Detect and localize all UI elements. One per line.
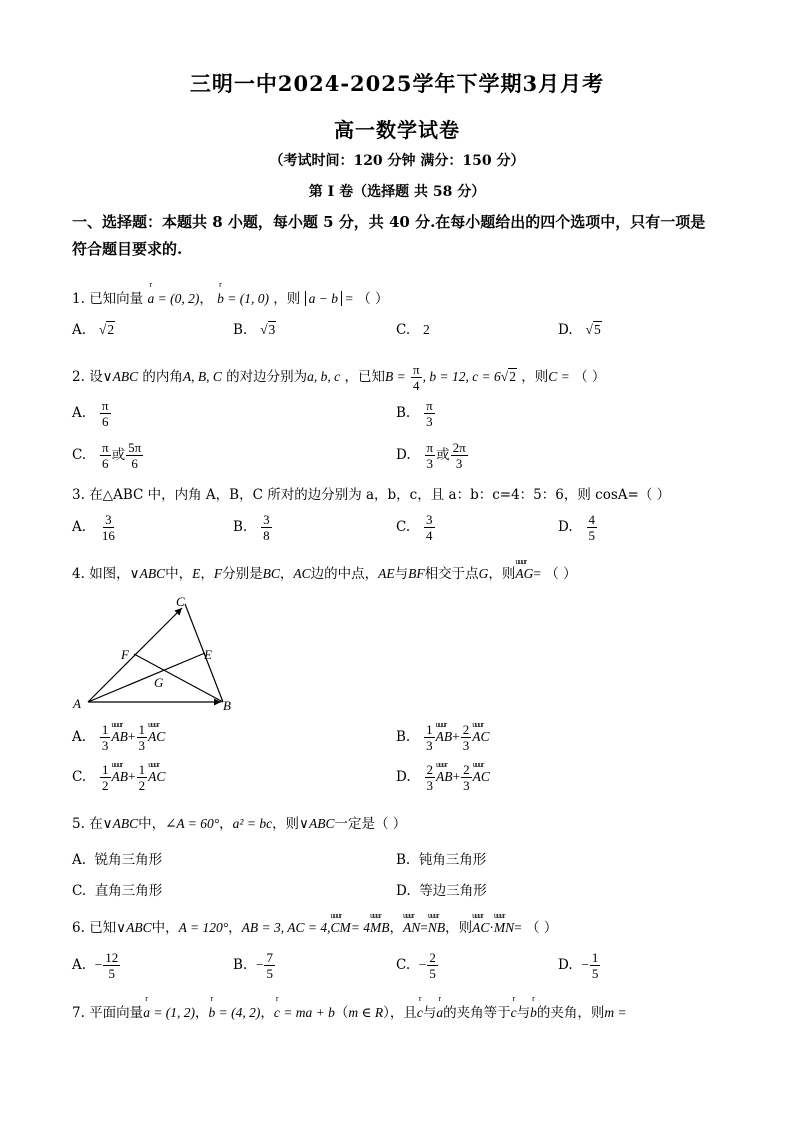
answer-blank: （ ）: [357, 291, 389, 307]
option-label: A.: [72, 405, 87, 421]
q6-option-b: [233, 950, 276, 981]
stem-text: 一定是（ ）: [334, 816, 407, 832]
answer-blank: （ ）: [526, 920, 558, 936]
fraction-denominator: 3: [426, 414, 433, 429]
label-g: G: [154, 675, 164, 690]
fraction-numerator: 2: [426, 762, 434, 777]
exam-info: （考试时间：120 分钟 满分：150 分）: [269, 153, 525, 169]
fraction-numerator: 2π: [452, 440, 466, 455]
q4-option-b: [396, 722, 489, 753]
question-1: 1. 已知向量 r a = (0, 2)， r b = (1, 0) ，则 a − b = （ ）: [72, 287, 389, 307]
question-number: 7.: [72, 1005, 85, 1021]
q4-option-a: [72, 722, 165, 753]
segment-name: BF: [408, 566, 425, 581]
m-condition: m ∈ R: [348, 1005, 384, 1020]
segment-name: AC: [293, 566, 311, 581]
fraction-denominator: 16: [101, 528, 115, 543]
stem-text: ，: [260, 1005, 274, 1021]
angle-condition: A = 120°: [178, 920, 229, 935]
q2-option-c: [72, 440, 144, 471]
sides: a, b, c: [307, 369, 341, 384]
side-values: AB = 3, AC = 4,: [241, 920, 331, 935]
stem-text: 与: [394, 566, 409, 582]
option-value: 锐角三角形: [94, 852, 163, 868]
fraction-denominator: 5: [591, 966, 599, 981]
stem-text: ，: [195, 1005, 209, 1021]
q5-option-d: [396, 879, 487, 899]
fraction-numerator: π: [426, 398, 433, 413]
stem-text: ，: [279, 566, 294, 582]
sqrt-value: 2: [509, 369, 516, 384]
fraction-numerator: 2: [462, 722, 470, 737]
option-label: C.: [72, 883, 87, 899]
vector-ab: uuur AB: [436, 729, 453, 745]
fraction-denominator: 3: [101, 738, 109, 753]
stem-text: ，则∨: [272, 816, 309, 832]
fraction-numerator: 4: [588, 512, 596, 527]
option-value: 2: [423, 322, 430, 337]
option-label: C.: [396, 322, 411, 338]
fraction-numerator: 3: [426, 512, 433, 527]
stem-text: 的对边分别为: [226, 369, 308, 385]
stem-text: 已知∨: [89, 920, 127, 936]
label-b: B: [223, 698, 231, 713]
vector-b: r b: [530, 1005, 537, 1021]
option-value: 钝角三角形: [418, 852, 487, 868]
question-5: [72, 812, 406, 832]
question-number: 1.: [72, 291, 85, 307]
question-number: 4.: [72, 566, 85, 582]
stem-text: ，则: [273, 291, 301, 307]
fraction-denominator: 2: [138, 778, 146, 793]
option-label: D.: [558, 322, 573, 338]
stem-text: 中，: [138, 816, 166, 832]
stem-text: 中，: [165, 566, 193, 582]
label-e: E: [204, 647, 212, 662]
fraction-numerator: 2: [429, 950, 436, 965]
option-label: B.: [396, 852, 411, 868]
fraction-denominator: 4: [413, 378, 420, 393]
angle-c-eq: C =: [548, 369, 570, 384]
fraction-numerator: 1: [591, 950, 599, 965]
or-text: 或: [436, 447, 450, 463]
option-label: B.: [233, 957, 248, 973]
fraction-numerator: 3: [263, 512, 270, 527]
stem-text: 在∨: [89, 816, 113, 832]
option-label: C.: [396, 519, 411, 535]
coefficient: = 4: [350, 920, 370, 935]
vector-an: uuur AN: [403, 920, 420, 936]
angle-b-eq: B =: [384, 369, 406, 384]
minus-sign: −: [94, 957, 103, 972]
stem-text: 的夹角，则: [536, 1005, 605, 1021]
vector-ac: uuur AC: [148, 769, 165, 785]
option-label: B.: [233, 519, 248, 535]
option-label: B.: [396, 729, 411, 745]
vector-b-expr: r b = (1, 0): [217, 291, 269, 307]
part-title: 第 I 卷（选择题 共 58 分）: [308, 184, 486, 200]
plus-sign: +: [128, 769, 136, 784]
q6-option-a: [72, 950, 121, 981]
question-4: [72, 562, 577, 582]
stem-text: ，则: [488, 566, 516, 582]
option-label: D.: [396, 447, 411, 463]
q2-option-d: [396, 440, 469, 471]
plus-sign: +: [452, 769, 461, 784]
option-label: B.: [396, 405, 411, 421]
fraction-numerator: 1: [138, 722, 146, 737]
vector-c: r c: [417, 1005, 423, 1021]
q3-option-b: [233, 512, 273, 543]
fraction-numerator: π: [426, 440, 434, 455]
option-label: C.: [72, 769, 87, 785]
q5-option-a: [72, 848, 162, 868]
fraction-denominator: 5: [108, 966, 116, 981]
option-label: D.: [558, 519, 573, 535]
equals-sign: =: [533, 566, 541, 581]
label-a: A: [73, 696, 81, 711]
fraction-numerator: π: [413, 362, 420, 377]
triangle-figure: [70, 592, 240, 714]
stem-text: ），且: [383, 1005, 417, 1021]
fraction-denominator: 5: [266, 966, 273, 981]
fraction-numerator: 1: [138, 762, 146, 777]
fraction-denominator: 3: [426, 778, 434, 793]
question-7: [72, 1001, 627, 1021]
fraction-denominator: 3: [455, 456, 463, 471]
stem-text: 已知向量: [89, 291, 144, 307]
q1-option-d: D. √5: [558, 322, 601, 338]
option-label: A.: [72, 322, 87, 338]
equals-sign: =: [420, 920, 428, 935]
fraction-numerator: 1: [102, 762, 109, 777]
stem-text: 相交于点: [424, 566, 479, 582]
abs-expr: a − b: [305, 291, 342, 306]
vector-ab: uuur AB: [111, 729, 128, 745]
stem-text: 平面向量: [89, 1005, 144, 1021]
q6-option-c: [396, 950, 439, 981]
q4-option-d: [396, 762, 490, 793]
vector-mn: uuur MN: [494, 920, 514, 936]
triangle-name: ABC: [112, 816, 139, 831]
stem-text: ，: [219, 816, 233, 832]
stem-text: 如图，∨: [89, 566, 140, 582]
dot-sign: ·: [489, 920, 494, 935]
question-number: 3.: [72, 487, 85, 503]
stem-text: ，: [228, 920, 242, 936]
vector-a-expr: r a = (0, 2): [147, 291, 199, 307]
stem-text: 与: [516, 1005, 531, 1021]
fraction-denominator: 6: [131, 456, 138, 471]
fraction-denominator: 8: [263, 528, 270, 543]
question-number: 6.: [72, 920, 85, 936]
fraction-denominator: 4: [426, 528, 433, 543]
option-value: 等边三角形: [419, 883, 487, 899]
stem-text: 设∨: [89, 369, 113, 385]
q1-option-c: [396, 322, 430, 338]
fraction-denominator: 3: [463, 778, 470, 793]
fraction-denominator: 6: [102, 456, 109, 471]
stem-text: ，: [200, 566, 214, 582]
question-number: 5.: [72, 816, 85, 832]
q3-option-d: [558, 512, 598, 543]
label-c: C: [176, 594, 185, 609]
vector-a-expr: r a = (1, 2): [143, 1005, 195, 1021]
stem-text: 在△ABC 中，内角 A，B，C 所对的边分别为 a，b，c，且 a：b：c=4：5：6，则 cosA=（ ）: [89, 487, 671, 503]
minus-sign: −: [418, 957, 427, 972]
option-label: A.: [72, 852, 87, 868]
stem-text: 的内角: [142, 369, 183, 385]
question-2: 2. 设∨ABC 的内角A, B, C 的对边分别为a, b, c ，已知B = $\frac{\pi}{4}$ , b = 12, c = 6√2 ，则C = （ ）: [72, 362, 606, 393]
option-label: D.: [396, 883, 411, 899]
side-condition: a² = bc: [232, 816, 273, 831]
triangle-name: ABC: [139, 566, 166, 581]
fraction-numerator: 5π: [128, 440, 142, 455]
point-name: F: [213, 566, 223, 581]
vector-b-expr: r b = (4, 2): [209, 1005, 261, 1021]
vector-mb: uuur MB: [370, 920, 390, 936]
triangle-name: ABC: [308, 816, 335, 831]
vector-c-expr: r c = ma + b: [274, 1005, 335, 1021]
q4-option-c: [72, 762, 165, 793]
fraction-denominator: 5: [429, 966, 436, 981]
exam-subtitle: 高一数学试卷: [334, 118, 460, 142]
angle-condition: ∠A = 60°: [165, 816, 220, 831]
q1-option-a: A. √2: [72, 322, 115, 338]
stem-text: 的夹角等于: [443, 1005, 511, 1021]
option-label: C.: [72, 447, 87, 463]
vector-cm: uuur CM: [330, 920, 350, 936]
option-label: A.: [72, 957, 87, 973]
option-label: D.: [396, 769, 411, 785]
stem-text: 分别是: [222, 566, 263, 582]
option-value: 3: [268, 322, 276, 337]
label-f: F: [121, 647, 129, 662]
stem-text: ，: [389, 920, 403, 936]
minus-sign: −: [581, 957, 589, 972]
q5-option-b: [396, 848, 486, 868]
fraction-denominator: 6: [101, 414, 109, 429]
exam-title: 三明一中2024-2025学年下学期3月月考: [189, 71, 605, 96]
q5-option-c: [72, 879, 162, 899]
stem-text: ，则: [445, 920, 473, 936]
q2-option-a: [72, 398, 112, 429]
minus-sign: −: [255, 957, 264, 972]
vector-ag: uuur AG: [515, 566, 533, 582]
segment-name: AE: [378, 566, 395, 581]
or-text: 或: [111, 447, 126, 463]
vector-ab: uuur AB: [112, 769, 129, 785]
option-label: A.: [72, 519, 87, 535]
stem-text: （: [334, 1005, 349, 1021]
fraction-denominator: 2: [102, 778, 109, 793]
fraction-denominator: 3: [462, 738, 470, 753]
fraction-numerator: π: [101, 398, 109, 413]
fraction-numerator: 7: [266, 950, 273, 965]
stem-text: 边的中点，: [310, 566, 379, 582]
point-name: E: [192, 566, 201, 581]
equals-sign: =: [514, 920, 522, 935]
option-label: C.: [396, 957, 411, 973]
stem-text: 中，: [151, 920, 179, 936]
fraction-numerator: 1: [101, 722, 109, 737]
option-label: A.: [72, 729, 87, 745]
q1-option-b: B. √3: [233, 322, 276, 338]
vector-ac: uuur AC: [473, 769, 490, 785]
given-values: , b = 12, c = 6: [422, 369, 501, 384]
fraction-numerator: 1: [426, 722, 433, 737]
plus-sign: +: [127, 729, 136, 744]
q3-option-a: [72, 512, 118, 543]
triangle-name: ABC: [112, 369, 139, 384]
section-line-2: 符合题目要求的.: [72, 240, 183, 258]
fraction-numerator: 12: [105, 950, 119, 965]
option-label: D.: [558, 957, 573, 973]
segment-name: BC: [262, 566, 280, 581]
stem-text: ，则: [521, 369, 549, 385]
fraction-denominator: 5: [588, 528, 596, 543]
vector-nb: uuur NB: [428, 920, 445, 936]
vector-ac: uuur AC: [472, 729, 489, 745]
plus-sign: +: [452, 729, 460, 744]
triangle-name: ABC: [126, 920, 152, 935]
answer-blank: （ ）: [545, 566, 577, 582]
fraction-numerator: 3: [105, 512, 112, 527]
stem-text: 与: [422, 1005, 437, 1021]
option-value: 2: [107, 322, 115, 337]
vector-ac: uuur AC: [472, 920, 489, 936]
q2-option-b: [396, 398, 436, 429]
fraction-numerator: 2: [463, 762, 470, 777]
fraction-denominator: 3: [138, 738, 146, 753]
q6-option-d: [558, 950, 601, 981]
fraction-denominator: 3: [426, 738, 433, 753]
vector-a: r a: [436, 1005, 443, 1021]
angles: A, B, C: [182, 369, 222, 384]
section-heading: [72, 209, 732, 263]
q3-option-c: [396, 512, 436, 543]
option-label: B.: [233, 322, 248, 338]
fraction-denominator: 3: [426, 456, 434, 471]
section-line-1: 一、选择题：本题共 8 小题，每小题 5 分，共 40 分.在每小题给出的四个选项中，只有一项是: [72, 213, 706, 231]
option-value: 直角三角形: [94, 883, 163, 899]
question-number: 2.: [72, 369, 85, 385]
vector-ac: uuur AC: [148, 729, 165, 745]
answer-blank: （ ）: [574, 369, 606, 385]
m-equals: m =: [604, 1005, 627, 1020]
stem-text: ，已知: [344, 369, 385, 385]
question-3: [72, 483, 670, 503]
fraction-numerator: π: [102, 440, 109, 455]
question-6: [72, 916, 557, 936]
option-value: 5: [593, 322, 601, 337]
vector-c: r c: [511, 1005, 517, 1021]
vector-ab: uuur AB: [436, 769, 453, 785]
point-name: G: [478, 566, 489, 581]
